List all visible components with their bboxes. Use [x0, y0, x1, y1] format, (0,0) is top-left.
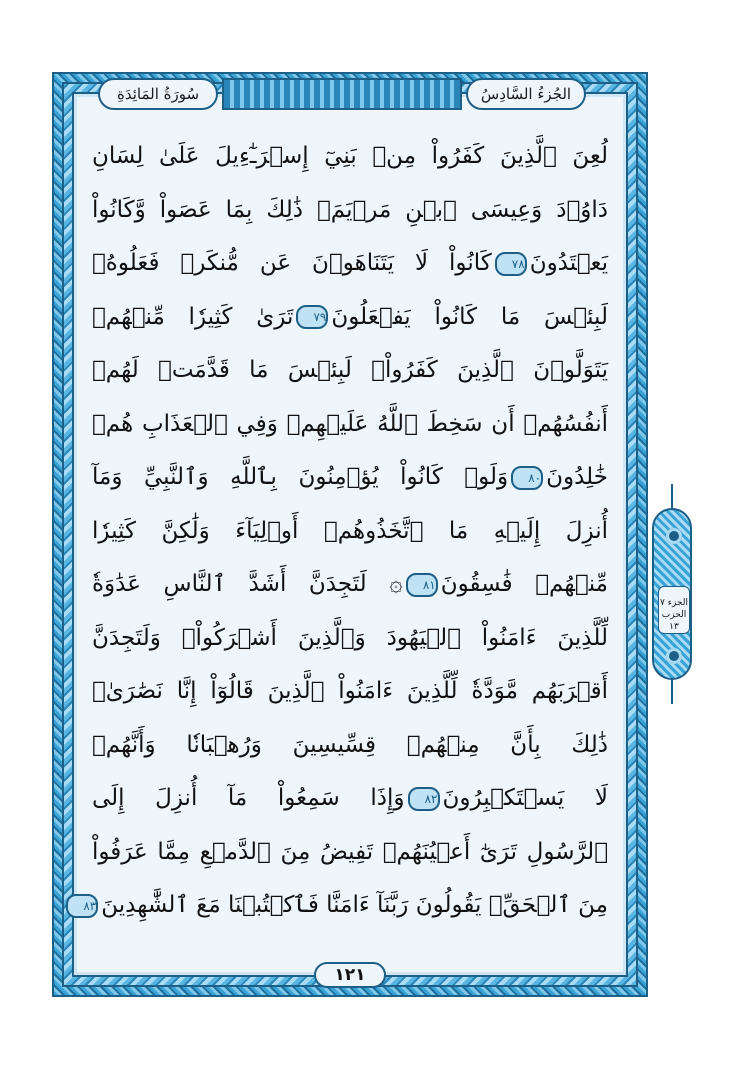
surah-header: [98, 78, 218, 110]
verse-text: أَقۡرَبَهُم مَّوَدَّةٗ لِّلَّذِينَ ءَامَنُواْ ٱلَّذِينَ قَالُوٓاْ إِنَّا نَصَٰرَىٰۚ: [92, 678, 608, 704]
juz-header: [466, 78, 586, 110]
medallion-stem-top: [671, 484, 673, 510]
verse-text: خَٰلِدُونَ: [546, 464, 608, 490]
verse-line: [92, 184, 608, 238]
verse-line: [83, 879, 608, 933]
verse-text: ذَٰلِكَ بِأَنَّ مِنۡهُمۡ قِسِّيسِينَ وَرُهۡبَانٗا وَأَنَّهُمۡ: [92, 731, 608, 758]
verse-text: أُنزِلَ إِلَيۡهِ مَا ٱتَّخَذُوهُمۡ أَوۡلِيَآءَ وَلَٰكِنَّ كَثِيرٗا: [92, 517, 608, 544]
verse-text: مِّنۡهُمۡ فَٰسِقُونَ: [440, 571, 608, 597]
verse-line: [92, 505, 608, 559]
verse-text: لُعِنَ ٱلَّذِينَ كَفَرُواْ مِنۢ بَنِيٓ إِسۡرَـٰٓءِيلَ عَلَىٰ لِسَانِ: [92, 143, 608, 169]
verse-text: كَانُواْ لَا يَتَنَاهَوۡنَ عَن مُّنكَرٖ فَعَلُوهُۚ: [92, 250, 492, 276]
verse-line: [92, 344, 608, 398]
page-number-text: ١٢١: [334, 965, 366, 985]
rosette-icon: [666, 528, 682, 544]
juz-hizb-label: [658, 586, 690, 634]
verse-line: [92, 612, 608, 666]
ayah-number-marker: ٨١: [406, 573, 438, 597]
juz-label: الجزء ٧: [660, 598, 688, 608]
verse-line: [92, 826, 608, 880]
juz-hizb-medallion: [650, 484, 694, 704]
verse-text: وَلَوۡ كَانُواْ يُؤۡمِنُونَ بِٱللَّهِ وَٱلنَّبِيِّ وَمَآ: [92, 464, 509, 490]
verse-text: مِنَ ٱلۡحَقِّۖ يَقُولُونَ رَبَّنَآ ءَامَنَّا فَٱكۡتُبۡنَا مَعَ ٱلشَّٰهِدِينَ: [101, 892, 608, 918]
medallion-body: [652, 508, 692, 680]
verse-line: [92, 237, 608, 291]
verse-line: [92, 291, 608, 345]
rosette-icon: [666, 648, 682, 664]
verse-text: لَبِئۡسَ مَا كَانُواْ يَفۡعَلُونَ: [331, 303, 609, 330]
verse-text: ٱلرَّسُولِ تَرَىٰٓ أَعۡيُنَهُمۡ تَفِيضُ مِنَ ٱلدَّمۡعِ مِمَّا عَرَفُواْ: [92, 838, 608, 865]
medallion-stem-bottom: [671, 678, 673, 704]
verse-text: لِّلَّذِينَ ءَامَنُواْ ٱلۡيَهُودَ وَٱلَّذِينَ أَشۡرَكُواْۖ وَلَتَجِدَنَّ: [92, 624, 608, 651]
page-number: [314, 962, 386, 988]
verse-text: ۞ لَتَجِدَنَّ أَشَدَّ ٱلنَّاسِ عَدَٰوَةٗ: [92, 571, 403, 597]
verse-text: أَنفُسُهُمۡ أَن سَخِطَ ٱللَّهُ عَلَيۡهِمۡ وَفِي ٱلۡعَذَابِ هُمۡ: [92, 410, 608, 437]
ayah-number-marker: ٨٢: [408, 787, 440, 811]
verse-lines: [83, 130, 609, 933]
verse-line: [92, 398, 608, 452]
verse-text: وَإِذَا سَمِعُواْ مَآ أُنزِلَ إِلَى: [92, 785, 405, 811]
verse-text: لَا يَسۡتَكۡبِرُونَ: [442, 785, 608, 811]
verse-line: [92, 558, 608, 612]
header-ornament: [222, 78, 462, 110]
ayah-number-marker: ٧٩: [296, 305, 328, 329]
ayah-number-marker: ٧٨: [495, 252, 527, 276]
juz-name: الجُزءُ السَّادِسُ: [480, 85, 572, 103]
verse-line: [92, 451, 608, 505]
verse-text: تَرَىٰ كَثِيرٗا مِّنۡهُمۡ: [92, 303, 294, 330]
ayah-number-marker: ٨٠: [511, 466, 543, 490]
surah-name: سُورَةُ المَائِدَةِ: [116, 85, 200, 103]
verse-line: [92, 130, 608, 184]
verse-line: [92, 772, 608, 826]
hizb-label: الحزب ١٣: [661, 610, 687, 632]
verse-line: [92, 665, 608, 719]
verse-text: يَعۡتَدُونَ: [529, 250, 608, 276]
verse-line: [92, 719, 608, 773]
ayah-number-marker: ٨٣: [66, 894, 98, 918]
verse-text: دَاوُۥدَ وَعِيسَى ٱبۡنِ مَرۡيَمَۚ ذَٰلِكَ بِمَا عَصَواْ وَّكَانُواْ: [92, 196, 608, 223]
verse-text: يَتَوَلَّوۡنَ ٱلَّذِينَ كَفَرُواْۚ لَبِئۡسَ مَا قَدَّمَتۡ لَهُمۡ: [92, 357, 608, 383]
